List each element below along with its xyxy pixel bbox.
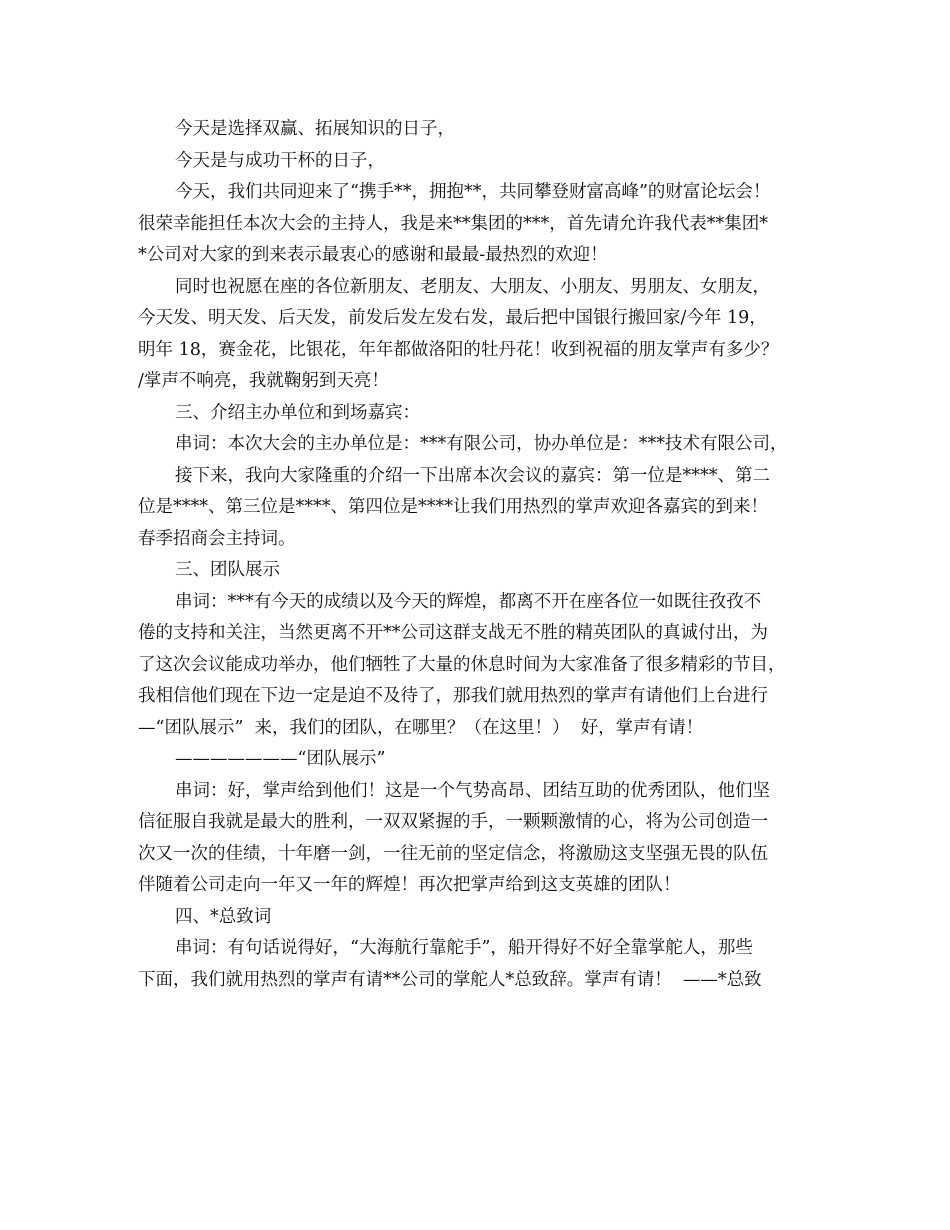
document-body	[138, 114, 824, 996]
text-line: 伴随着公司走向一年又一年的辉煌！再次把掌声给到这支英雄的团队！	[138, 875, 681, 895]
text-line: 很荣幸能担任本次大会的主持人，我是来**集团的***，首先请允许我代表**集团*	[138, 213, 768, 234]
text-line: 下面，我们就用热烈的掌声有请**公司的掌舵人*总致辞。掌声有请！ ——*总致	[138, 969, 762, 990]
text-line: 信征服自我就是最大的胜利，一双双紧握的手，一颗颗激情的心，将为公司创造一	[138, 812, 768, 832]
text-line: 今天是与成功干杯的日子，	[175, 150, 385, 171]
text-line: 春季招商会主持词。	[138, 528, 296, 549]
text-line: 我相信他们现在下边一定是迫不及待了，那我们就用热烈的掌声有请他们上台进行	[138, 686, 768, 706]
text-line: *公司对大家的到来表示最衷心的感谢和最最-最热烈的欢迎！	[138, 245, 608, 265]
text-line: 串词：有句话说得好，“大海航行靠舵手”，船开得好不好全靠掌舵人，那些	[175, 938, 753, 958]
text-line: 串词：好，掌声给到他们！这是一个气势高昂、团结互助的优秀团队，他们坚	[175, 780, 770, 801]
text-line: 今天是选择双赢、拓展知识的日子，	[175, 119, 455, 139]
text-line: ———————“团队展示”	[175, 749, 386, 769]
text-line: 次又一次的佳绩，十年磨一剑，一往无前的坚定信念，将激励这支坚强无畏的队伍	[138, 843, 768, 864]
text-line: —“团队展示” 来，我们的团队，在哪里？（在这里！） 好，掌声有请！	[138, 717, 704, 738]
text-line: 串词：***有今天的成绩以及今天的辉煌，都离不开在座各位一如既往孜孜不	[175, 591, 762, 612]
text-line: 位是****、第三位是****、第四位是****让我们用热烈的掌声欢迎各嘉宾的到来！	[138, 497, 768, 517]
text-line: 明年 18，赛金花，比银花，年年都做洛阳的牡丹花！收到祝福的朋友掌声有多少？	[138, 339, 779, 360]
text-line: 今天，我们共同迎来了“携手**，拥抱**，共同攀登财富高峰”的财富论坛会！	[175, 182, 771, 202]
text-line: 了这次会议能成功举办，他们牺牲了大量的休息时间为大家准备了很多精彩的节目，	[138, 654, 786, 675]
section-heading: 四、*总致词	[175, 906, 272, 927]
text-line: 串词：本次大会的主办单位是：***有限公司，协办单位是：***技术有限公司，	[175, 434, 788, 454]
text-line: 今天发、明天发、后天发，前发后发左发右发，最后把中国银行搬回家/今年 19，	[138, 308, 767, 328]
section-heading: 三、介绍主办单位和到场嘉宾：	[175, 402, 420, 423]
text-line: 倦的支持和关注，当然更离不开**公司这群支战无不胜的精英团队的真诚付出，为	[138, 623, 768, 643]
text-line: 接下来，我向大家隆重的介绍一下出席本次会议的嘉宾：第一位是****、第二	[175, 465, 770, 486]
text-line: /掌声不响亮，我就鞠躬到天亮！	[138, 371, 389, 391]
section-heading: 三、团队展示	[175, 560, 280, 580]
text-line: 同时也祝愿在座的各位新朋友、老朋友、大朋友、小朋友、男朋友、女朋友，	[175, 276, 770, 297]
